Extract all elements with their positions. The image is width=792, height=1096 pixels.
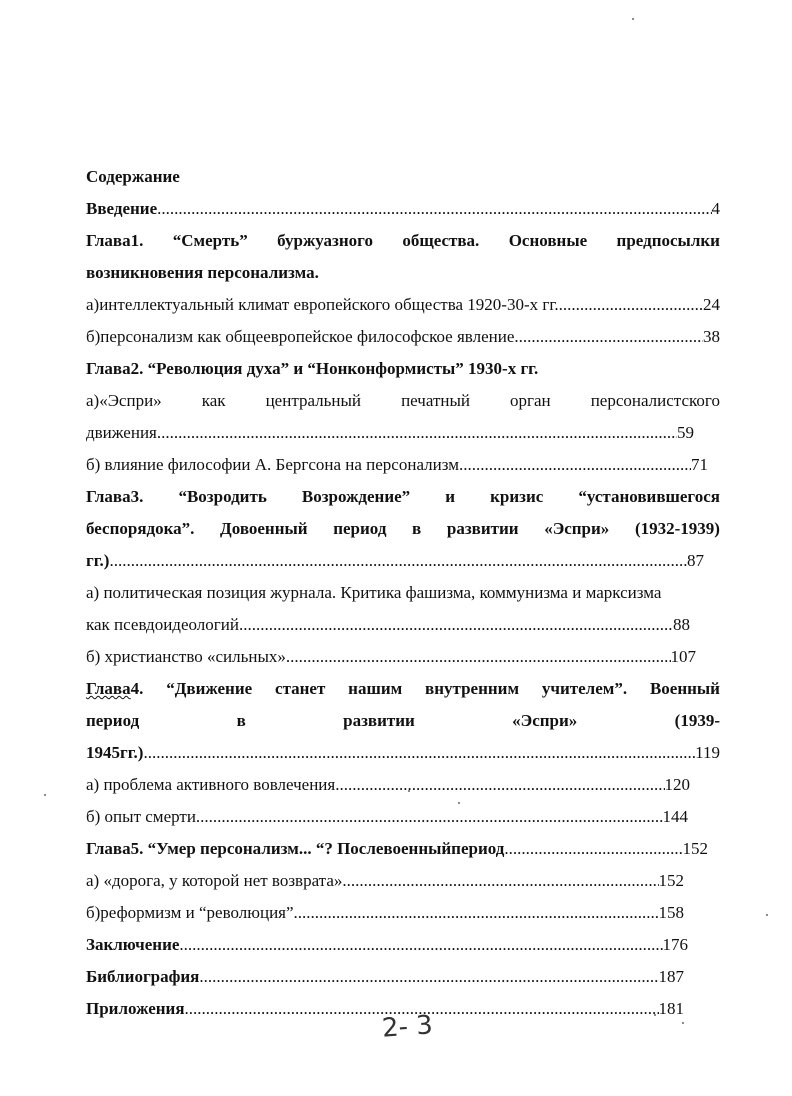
- chapter3-title-line1: [86, 486, 720, 508]
- word: и: [445, 487, 456, 506]
- toc-entry-3a-line1: а) политическая позиция журнала. Критика фашизма, коммунизма и марксизма: [86, 583, 662, 602]
- leader-dots: [157, 198, 711, 220]
- word: «Эспри»: [544, 519, 610, 538]
- page-number: 71: [691, 455, 708, 474]
- word: развитии: [446, 519, 519, 538]
- entry-label: б)персонализм как общеевропейское философское явление: [86, 327, 515, 346]
- scan-speck: [654, 1014, 656, 1016]
- leader-dots: [335, 774, 664, 796]
- word: период: [333, 519, 387, 538]
- entry-label: а) «дорога, у которой нет возврата»: [86, 871, 343, 890]
- entry-label: Введение: [86, 199, 158, 218]
- toc-entry-intro: [86, 198, 720, 220]
- word-suffix: 4.: [130, 679, 144, 698]
- toc-entry-5a: [86, 870, 684, 892]
- leader-dots: [504, 838, 682, 860]
- entry-label: а)интеллектуальный климат европейского общества 1920-30-х гг.: [86, 295, 559, 314]
- underlined-word: Глава: [86, 679, 131, 698]
- chapter2-title: Глава2. “Революция духа” и “Нонконформисты” 1930-х гг.: [86, 359, 539, 378]
- word: учителем”.: [541, 679, 628, 698]
- leader-dots: [239, 614, 673, 636]
- leader-dots: [109, 550, 687, 572]
- page-number: 176: [662, 935, 688, 954]
- word: нашим: [348, 679, 403, 698]
- page-number: 38: [703, 327, 720, 346]
- chapter4-title-line2: [86, 710, 720, 732]
- word: общества.: [402, 231, 480, 250]
- handwritten-page-number: 2- 3: [381, 1010, 434, 1044]
- chapter4-title-line1: [86, 678, 720, 700]
- toc-entry-2a-line1: [86, 390, 720, 412]
- word: буржуазного: [277, 231, 373, 250]
- leader-dots: [286, 646, 671, 668]
- word: развитии: [343, 711, 415, 730]
- page-number: 24: [703, 295, 720, 314]
- entry-label: как псевдоидеологий: [86, 615, 239, 634]
- word: станет: [275, 679, 326, 698]
- page-number: 152: [682, 839, 708, 858]
- word: Возрождение”: [301, 487, 411, 506]
- entry-label: б) христианство «сильных»: [86, 647, 286, 666]
- leader-dots: [179, 934, 662, 956]
- page-number: 59: [677, 423, 694, 442]
- page-number: 87: [687, 551, 704, 570]
- scan-speck: [766, 914, 768, 916]
- toc-entry-conclusion: [86, 934, 688, 956]
- word: период: [86, 711, 140, 730]
- leader-dots: [196, 806, 663, 828]
- word: [86, 678, 143, 700]
- word: Глава1.: [86, 231, 144, 250]
- word: а)«Эспри»: [86, 391, 162, 410]
- entry-label: б) опыт смерти: [86, 807, 196, 826]
- page-number: 144: [662, 807, 688, 826]
- chapter3-title-line2: [86, 518, 720, 540]
- word: внутренним: [425, 679, 520, 698]
- leader-dots: [199, 966, 658, 988]
- page-number: 4: [711, 199, 720, 218]
- page-number: 119: [695, 743, 720, 762]
- leader-dots: [143, 742, 695, 764]
- word: беспорядока”.: [86, 519, 195, 538]
- entry-label: Заключение: [86, 935, 180, 954]
- page-number: 152: [658, 871, 684, 890]
- entry-label: б) влияние философии А. Бергсона на персонализм: [86, 455, 459, 474]
- word: печатный: [401, 391, 470, 410]
- word: Основные: [508, 231, 588, 250]
- page-number: 88: [673, 615, 690, 634]
- toc-entry-2a-line2: [86, 422, 694, 444]
- entry-label: 1945гг.): [86, 743, 144, 762]
- word: предпосылки: [616, 231, 720, 250]
- entry-label: Приложения: [86, 999, 185, 1018]
- word: “Смерть”: [172, 231, 248, 250]
- word: Довоенный: [220, 519, 308, 538]
- word: (1932-1939): [634, 519, 720, 538]
- word: “Возродить: [178, 487, 267, 506]
- entry-label: гг.): [86, 551, 110, 570]
- word: «Эспри»: [512, 711, 578, 730]
- leader-dots: [514, 326, 703, 348]
- page-number: 158: [658, 903, 684, 922]
- page-number: 187: [658, 967, 684, 986]
- toc-entry-5b: [86, 902, 684, 924]
- page-number: 107: [670, 647, 696, 666]
- chapter3-title-line3: [86, 550, 704, 572]
- scan-speck: [44, 794, 46, 796]
- page-number: 181: [658, 999, 684, 1018]
- chapter1-title-line2: возникновения персонализма.: [86, 263, 319, 282]
- toc-entry-4b: [86, 806, 688, 828]
- toc-entry-bibliography: [86, 966, 684, 988]
- chapter1-title-line1: [86, 230, 720, 252]
- word: персоналистского: [590, 391, 720, 410]
- word: в: [412, 519, 422, 538]
- scan-speck: [458, 802, 460, 804]
- leader-dots: [294, 902, 659, 924]
- word: центральный: [265, 391, 362, 410]
- entry-label: б)реформизм и “революция”: [86, 903, 294, 922]
- entry-label: а) проблема активного вовлечения: [86, 775, 336, 794]
- toc-entry-2b: [86, 454, 708, 476]
- entry-label: Библиография: [86, 967, 200, 986]
- leader-dots: [559, 294, 703, 316]
- toc-entry-1b: [86, 326, 720, 348]
- chapter4-title-line3: [86, 742, 720, 764]
- word: в: [236, 711, 246, 730]
- leader-dots: [157, 422, 677, 444]
- scan-speck: [632, 18, 634, 20]
- scan-speck: [682, 1022, 684, 1024]
- leader-dots: [342, 870, 658, 892]
- word: Глава3.: [86, 487, 144, 506]
- word: “Движение: [166, 679, 253, 698]
- scan-speck: [408, 790, 410, 792]
- toc-entry-1a: [86, 294, 720, 316]
- word: орган: [510, 391, 551, 410]
- toc-title: Содержание: [86, 167, 180, 186]
- toc-entry-4a: [86, 774, 690, 796]
- entry-label: движения: [86, 423, 157, 442]
- word: как: [201, 391, 226, 410]
- entry-label: Глава5. “Умер персонализм... “? Послевоенныйпериод: [86, 839, 505, 858]
- toc-entry-3a-line2: [86, 614, 690, 636]
- toc-entry-ch5: [86, 838, 708, 860]
- toc-entry-3b: [86, 646, 696, 668]
- word: (1939-: [674, 711, 720, 730]
- leader-dots: [459, 454, 691, 476]
- page-number: 120: [664, 775, 690, 794]
- word: кризис: [490, 487, 544, 506]
- word: Военный: [649, 679, 720, 698]
- word: “установившегося: [578, 487, 720, 506]
